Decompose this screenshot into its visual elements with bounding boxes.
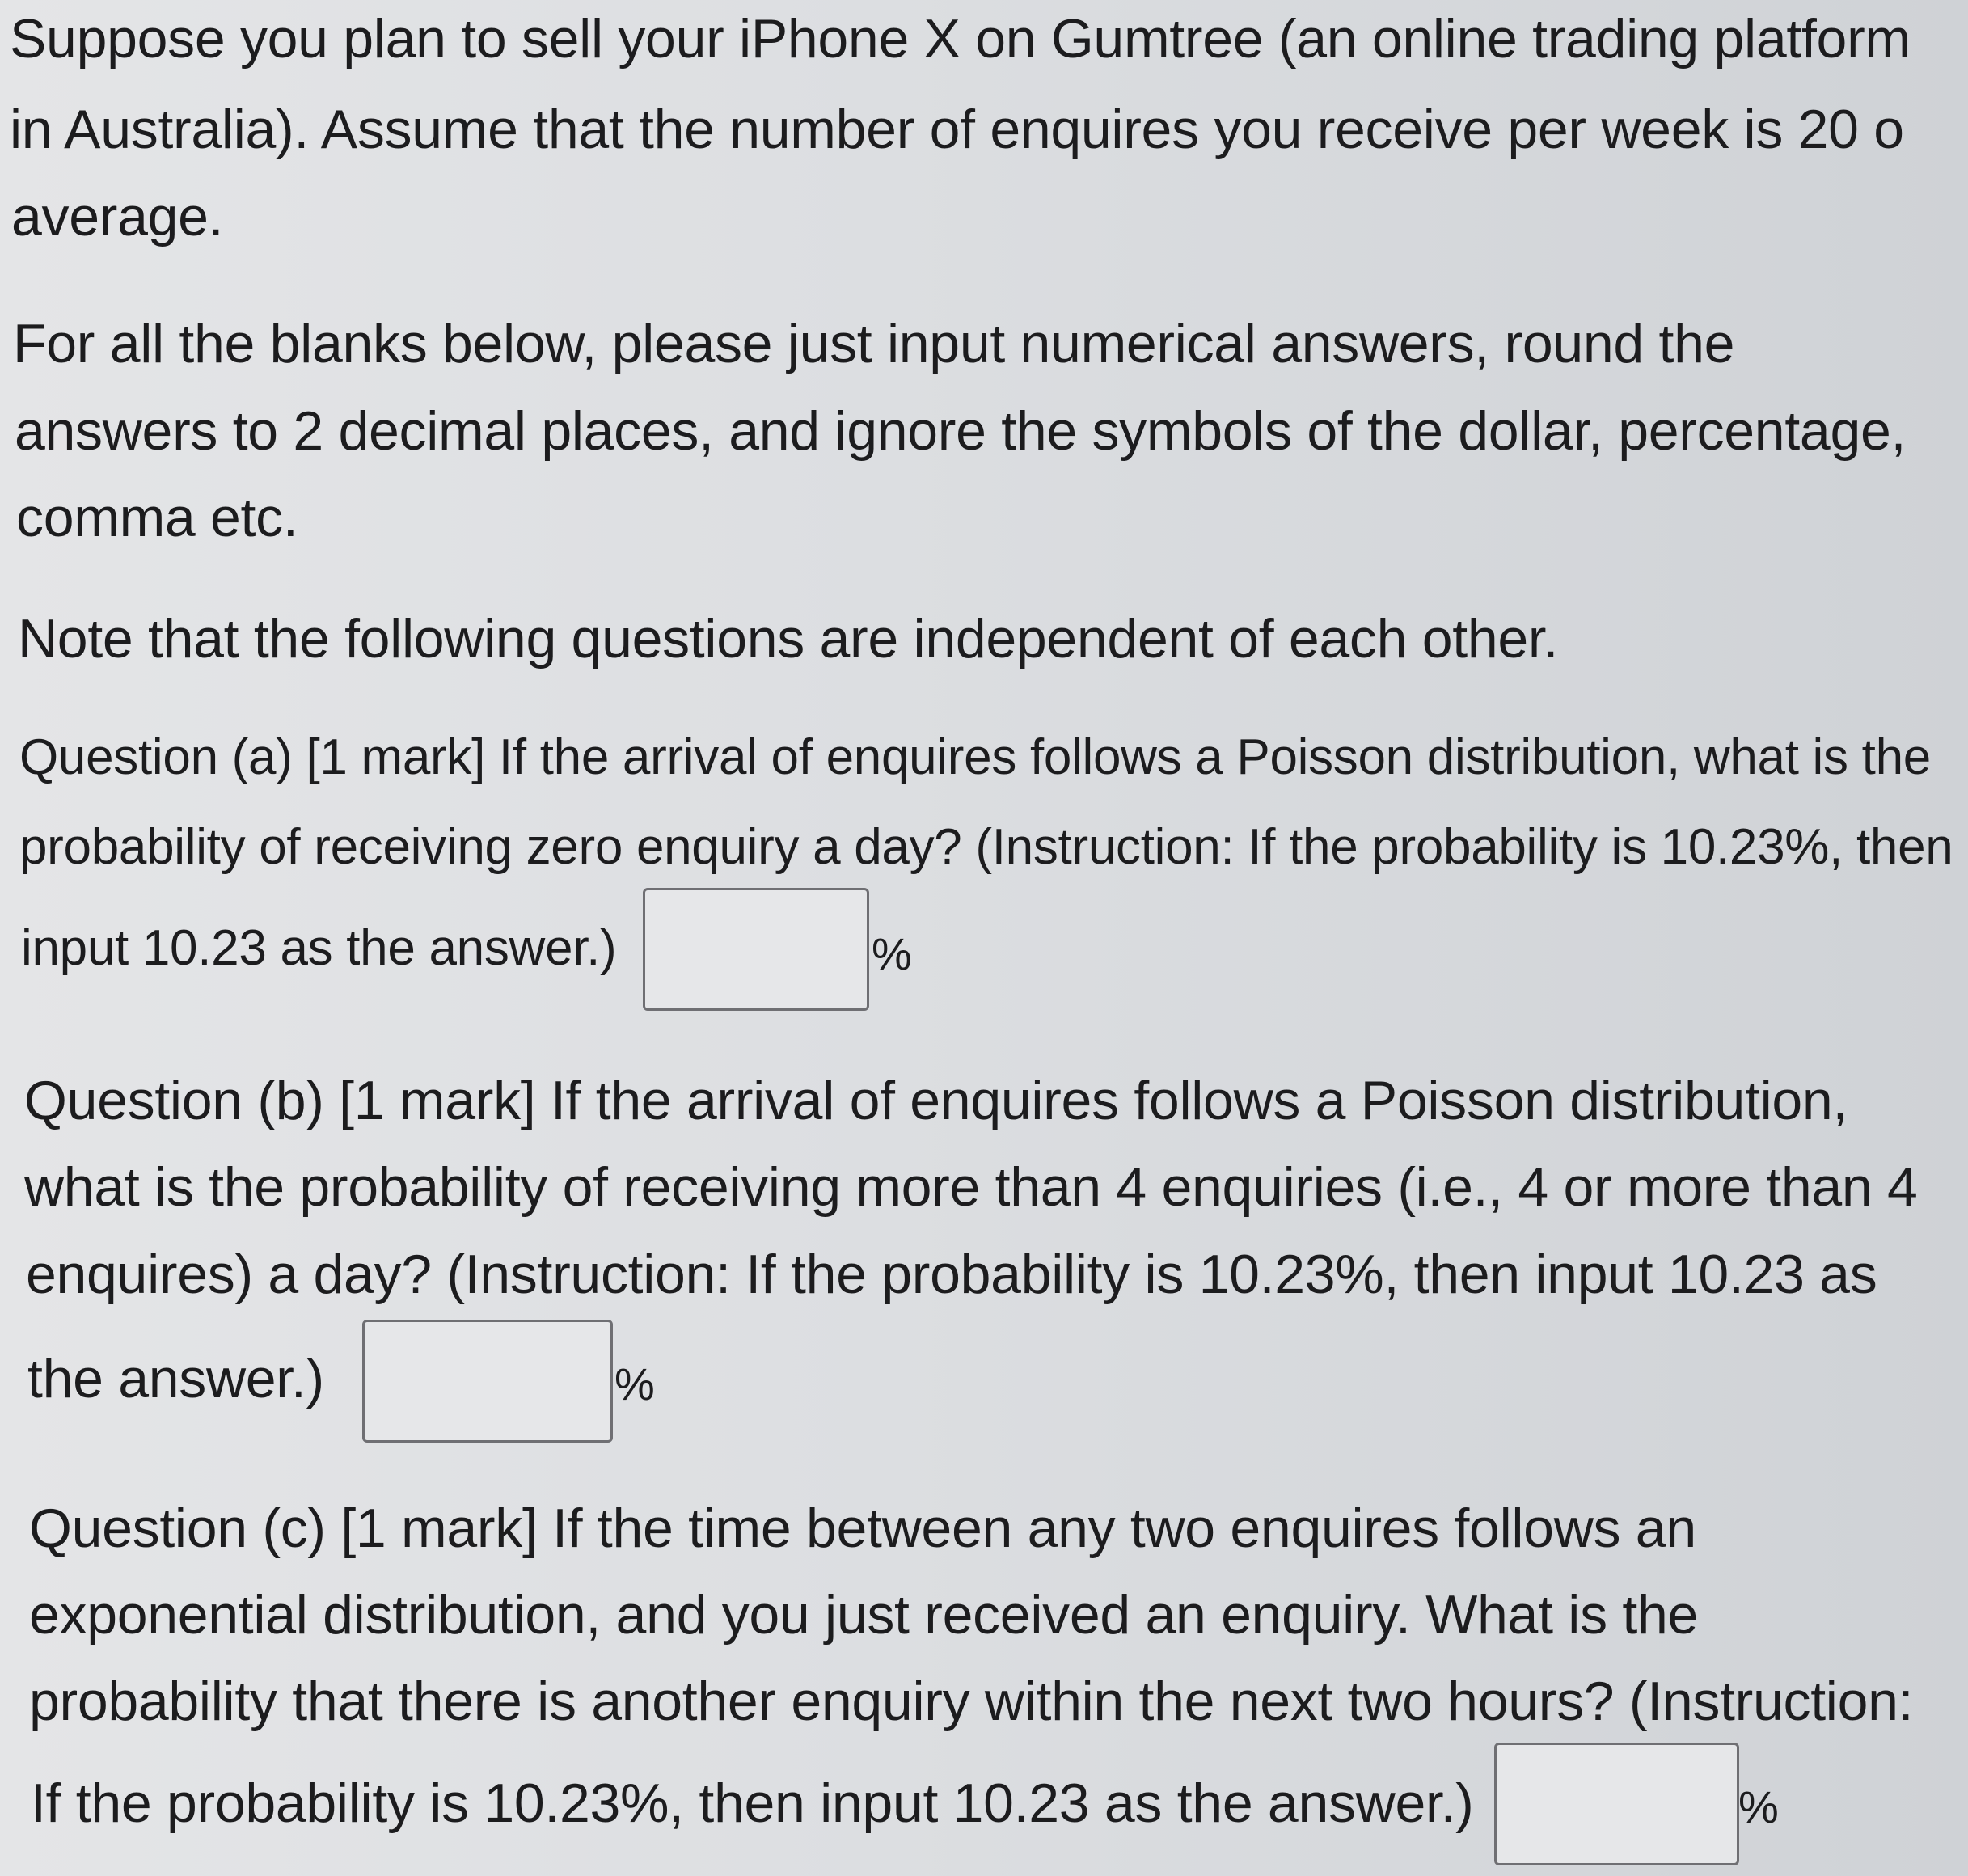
intro-line-3: average.: [11, 186, 224, 247]
question-a-answer-input[interactable]: [643, 888, 869, 1011]
question-b-line-3: enquires) a day? (Instruction: If the probability is 10.23%, then input 10.23 as: [26, 1244, 1877, 1305]
intro-line-2: in Australia). Assume that the number of enquires you receive per week is 20 o: [10, 99, 1904, 160]
question-c-line-3: probability that there is another enquiry within the next two hours? (Instruction:: [29, 1671, 1914, 1732]
independence-note: Note that the following questions are independent of each other.: [18, 608, 1559, 670]
instructions-line-3: comma etc.: [16, 487, 298, 548]
instructions-line-2: answers to 2 decimal places, and ignore the symbols of the dollar, percentage,: [15, 400, 1907, 462]
question-c-percent-unit: %: [1738, 1781, 1779, 1832]
intro-line-1: Suppose you plan to sell your iPhone X on Gumtree (an online trading platform: [10, 8, 1911, 70]
question-b-line-1: Question (b) [1 mark] If the arrival of enquires follows a Poisson distribution,: [24, 1070, 1848, 1131]
question-b-answer-input[interactable]: [362, 1320, 613, 1443]
question-c-line-2: exponential distribution, and you just received an enquiry. What is the: [29, 1584, 1698, 1646]
question-c-answer-input[interactable]: [1494, 1743, 1739, 1865]
question-b-percent-unit: %: [614, 1358, 655, 1409]
instructions-line-1: For all the blanks below, please just input numerical answers, round the: [13, 313, 1735, 374]
question-c-line-4: If the probability is 10.23%, then input 10.23 as the answer.): [31, 1772, 1474, 1834]
question-a-line-2: probability of receiving zero enquiry a day? (Instruction: If the probability is 10.23%, then: [19, 819, 1953, 875]
question-a-line-3: input 10.23 as the answer.): [21, 920, 617, 976]
question-b-line-4: the answer.): [27, 1348, 324, 1409]
question-b-line-2: what is the probability of receiving more than 4 enquiries (i.e., 4 or more than 4: [24, 1156, 1918, 1218]
question-a-percent-unit: %: [872, 928, 912, 979]
question-c-line-1: Question (c) [1 mark] If the time between any two enquires follows an: [29, 1498, 1696, 1559]
question-a-line-1: Question (a) [1 mark] If the arrival of enquires follows a Poisson distribution, what is the: [19, 729, 1931, 785]
